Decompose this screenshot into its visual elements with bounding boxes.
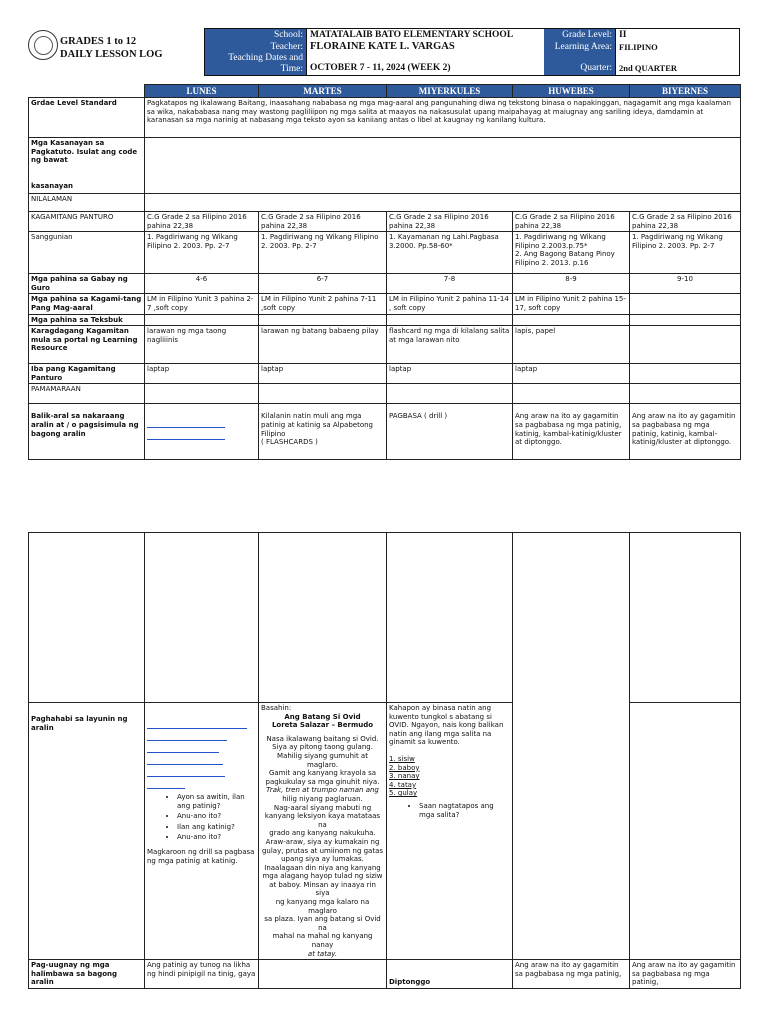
header-info-grid xyxy=(204,28,740,76)
story-line: Araw-araw, siya ay kumakain ng xyxy=(265,837,380,846)
kagamitang-cell xyxy=(630,294,741,314)
paghahabi-drill: Magkaroon ng drill sa pagbasa ng mga patinig at katinig. xyxy=(147,847,255,865)
word-item: 5. gulay xyxy=(389,789,418,798)
gabay-cell: 8-9 xyxy=(513,274,630,294)
sanggunian-cell: 1. Kayamanan ng Lahi.Pagbasa 3.2000. Pp.58-60* xyxy=(387,232,513,274)
miy-words xyxy=(389,755,510,798)
dates-label-line1: Teaching Dates and xyxy=(228,53,303,63)
word-item: 2. baboy xyxy=(389,763,420,772)
link-placeholder xyxy=(147,780,185,789)
karagdagang-cell: flashcard ng mga di kilalang salita at mga larawan nito xyxy=(387,326,513,364)
sanggunian-huwebes-2: 2. Ang Bagong Batang Pinoy Filipino 2. 2013. p.16 xyxy=(515,250,615,267)
lesson-table-bottom xyxy=(28,532,741,989)
balik-aral-miyerkules: PAGBASA ( drill ) xyxy=(387,404,513,460)
list-item: • Ayon sa awitin, ilan ang patinig? xyxy=(177,793,256,810)
miy-intro: Kahapon ay binasa natin ang kuwento tungkol s abatang si OVID. Ngayon, nais kong balikan natin ang ilang mga salita na ginamit sa kuwento. xyxy=(389,704,504,747)
kagamitang-cell: LM in Filipino Yunit 2 pahina 15-17, soft copy xyxy=(513,294,630,314)
story-line: at baboy. Minsan ay inaaya rin siya xyxy=(269,880,376,898)
story-line: gulay, prutas at umiinom ng gatas xyxy=(261,846,384,855)
story-line: Inaalagaan din niya ang kanyang xyxy=(264,863,381,872)
day-header-lunes: LUNES xyxy=(145,85,259,98)
iba-cell: laptap xyxy=(387,364,513,384)
kasanayan-label-line1: Mga Kasanayan sa Pagkatuto. Isulat ang code ng bawat xyxy=(31,139,138,165)
gabay-cell: 4-6 xyxy=(145,274,259,294)
word-item: 3. nanay xyxy=(389,772,420,781)
day-header-miyerkules: MIYERKULES xyxy=(387,85,513,98)
story-line: Nag-aaral siyang mabuti ng xyxy=(273,803,372,812)
pag-uugnay-lunes: Ang patinig ay tunog na likha ng hindi pinipigil na tinig, gaya xyxy=(145,960,259,989)
teksbuk-label: Mga pahina sa Teksbuk xyxy=(29,314,145,326)
pag-uugnay-label: Pag-uugnay ng mga halimbawa sa bagong aralin xyxy=(29,960,145,989)
story-line: grado ang kanyang nakukuha. xyxy=(269,829,376,838)
balik-aral-lunes xyxy=(145,404,259,460)
iba-cell: laptap xyxy=(513,364,630,384)
kasanayan-cell xyxy=(145,138,741,194)
grade-level-label: Grade Level: xyxy=(544,29,615,41)
pag-uugnay-huwebes: Ang araw na ito ay gagamitin sa pagbabasa ng mga patinig, xyxy=(513,960,630,989)
miy-question: • Saan nagtatapos ang mga salita? xyxy=(419,802,510,819)
teksbuk-cell xyxy=(259,314,387,326)
kasanayan-label-line2: kasanayan xyxy=(31,181,74,190)
iba-cell xyxy=(630,364,741,384)
balik-martes-text: Kilalanin natin muli ang mga patinig at katinig sa Alpabetong Filipino xyxy=(261,412,373,438)
link-placeholder xyxy=(147,744,219,753)
kagamitan-label: KAGAMITANG PANTURO xyxy=(29,212,145,232)
link-placeholder xyxy=(147,732,227,741)
pamamaraan-cell xyxy=(630,384,741,404)
pag-uugnay-biyernes: Ang araw na ito ay gagamitin sa pagbabasa ng mga patinig, xyxy=(630,960,741,989)
grade-standard-label: Grdae Level Standard xyxy=(29,98,145,138)
sanggunian-cell xyxy=(513,232,630,274)
continued-cell xyxy=(630,533,741,703)
kagamitan-cell: C.G Grade 2 sa Filipino 2016 pahina 22,38 xyxy=(259,212,387,232)
story-line: Gamit ang kanyang krayola sa xyxy=(268,769,377,778)
deped-seal-icon xyxy=(28,30,58,60)
karagdagang-cell: larawan ng batang babaeng pilay xyxy=(259,326,387,364)
story-line: Trak, tren at trumpo naman ang xyxy=(266,786,379,795)
story-author: Loreta Salazar – Bermudo xyxy=(271,721,374,730)
kagamitan-cell: C.G Grade 2 sa Filipino 2016 pahina 22,38 xyxy=(630,212,741,232)
sanggunian-cell: 1. Pagdiriwang ng Wikang Filipino 2. 2003. Pp. 2-7 xyxy=(630,232,741,274)
sanggunian-cell: 1. Pagdiriwang ng Wikang Filipino 2. 2003. Pp. 2-7 xyxy=(259,232,387,274)
pag-uugnay-martes xyxy=(259,960,387,989)
pag-uugnay-miyerkules: Diptonggo xyxy=(387,960,513,989)
balik-aral-huwebes: Ang araw na ito ay gagamitin sa pagbabasa ng mga patinig, katinig, kambal-katinig/kluster at diptonggo. xyxy=(513,404,630,460)
doc-title-line1: GRADES 1 to 12 xyxy=(60,36,137,47)
lesson-table-top xyxy=(28,84,741,460)
pamamaraan-cell xyxy=(145,384,259,404)
basahin-label: Basahin: xyxy=(261,704,292,712)
link-placeholder xyxy=(147,431,225,440)
story-line: pagkukulay sa mga ginuhit niya. xyxy=(265,777,380,786)
story-line: mahal na mahal ng kanyang nanay xyxy=(272,932,373,950)
iba-pang-label: Iba pang Kagamitang Panturo xyxy=(29,364,145,384)
nilalaman-cell xyxy=(145,194,741,212)
story-line: hilig niyang paglaruan. xyxy=(282,794,363,803)
pamamaraan-cell xyxy=(387,384,513,404)
story-line: sa plaza. Iyan ang batang si Ovid na xyxy=(264,915,381,932)
paghahabi-bullets xyxy=(147,793,256,842)
list-item: • Anu-ano ito? xyxy=(177,812,256,821)
sanggunian-label: Sanggunian xyxy=(29,232,145,274)
quarter-value: 2nd QUARTER xyxy=(615,53,739,75)
story-line: Nasa ikalawang baitang si Ovid. xyxy=(266,734,379,743)
story-body xyxy=(261,735,384,958)
learning-area-value: FILIPINO xyxy=(615,41,739,53)
link-placeholder xyxy=(147,768,225,777)
miy-question-list xyxy=(389,802,510,819)
list-item: • Anu-ano ito? xyxy=(177,833,256,842)
kasanayan-label xyxy=(29,138,145,194)
story-line: mga alagang hayop tulad ng siziw xyxy=(262,872,383,881)
link-placeholder xyxy=(147,419,225,428)
paghahabi-martes xyxy=(259,703,387,960)
corner-cell xyxy=(29,85,145,98)
pamamaraan-label: PAMAMARAAN xyxy=(29,384,145,404)
kagamitan-cell: C.G Grade 2 sa Filipino 2016 pahina 22,38 xyxy=(513,212,630,232)
teksbuk-cell xyxy=(513,314,630,326)
balik-martes-flashcards: ( FLASHCARDS ) xyxy=(261,438,318,447)
day-header-huwebes: HUWEBES xyxy=(513,85,630,98)
learning-area-label: Learning Area: xyxy=(544,41,615,53)
link-placeholder xyxy=(147,720,247,729)
grade-level-value: II xyxy=(615,29,739,41)
iba-cell: laptap xyxy=(259,364,387,384)
story-title: Ang Batang Si Ovid xyxy=(284,712,361,721)
gabay-cell: 7-8 xyxy=(387,274,513,294)
teksbuk-cell xyxy=(630,314,741,326)
karagdagang-cell: lapis, papel xyxy=(513,326,630,364)
pamamaraan-cell xyxy=(259,384,387,404)
teksbuk-cell xyxy=(145,314,259,326)
continued-cell xyxy=(387,533,513,703)
balik-aral-biyernes: Ang araw na ito ay gagamitin sa pagbabasa ng mga patinig, katinig, kambal-katinig/kluster at diptonggo. xyxy=(630,404,741,460)
link-placeholder xyxy=(147,756,223,765)
story-line: upang siya ay lumakas. xyxy=(281,855,364,864)
balik-aral-martes xyxy=(259,404,387,460)
karagdagang-cell xyxy=(630,326,741,364)
paghahabi-label: Paghahabi sa layunin ng aralin xyxy=(29,703,145,960)
teacher-value: FLORAINE KATE L. VARGAS xyxy=(306,41,544,53)
continued-cell xyxy=(29,533,145,703)
word-item: 1. sisiw xyxy=(389,754,415,763)
kagamitang-cell: LM in Filipino Yunit 2 pahina 11-14 , soft copy xyxy=(387,294,513,314)
list-item: • Ilan ang katinig? xyxy=(177,823,256,832)
iba-cell: laptap xyxy=(145,364,259,384)
gabay-label: Mga pahina sa Gabay ng Guro xyxy=(29,274,145,294)
dates-value: OCTOBER 7 - 11, 2024 (WEEK 2) xyxy=(306,53,544,75)
paghahabi-miyerkules xyxy=(387,703,513,960)
day-header-biyernes: BIYERNES xyxy=(630,85,741,98)
word-item: 4. tatay xyxy=(389,780,417,789)
quarter-label: Quarter: xyxy=(544,53,615,75)
continued-cell xyxy=(145,533,259,703)
gabay-cell: 9-10 xyxy=(630,274,741,294)
nilalaman-label: NILALAMAN xyxy=(29,194,145,212)
kagamitan-cell: C.G Grade 2 sa Filipino 2016 pahina 22,38 xyxy=(145,212,259,232)
kagamitan-cell: C.G Grade 2 sa Filipino 2016 pahina 22,38 xyxy=(387,212,513,232)
balik-aral-label: Balik-aral sa nakaraang aralin at / o pagsisimula ng bagong aralin xyxy=(29,404,145,460)
dates-label-line2: Time: xyxy=(280,64,303,74)
continued-cell xyxy=(513,533,630,960)
continued-cell xyxy=(259,533,387,703)
sanggunian-huwebes-1: 1. Pagdiriwang ng Wikang Filipino 2.2003.p.75* xyxy=(515,233,606,250)
grade-standard-text: Pagkatapos ng ikalawang Baitang, inaasahang nababasa ng mga mag-aaral ang pangunahing diwa ng tekstong binasa o napakinggan, nagagamit ang mga kaalaman sa wika, nakababasa nang may wastong pagliliipon ng mga salita at maayos na nakasusulat upang maipahayag at maiugnay ang sariling ideya, damdamin at karanasan sa mga narinig at nabasang mga teksto ayon sa kaniiang antas o libel at kaugnay ng kanilang kultura. xyxy=(145,98,741,138)
sanggunian-cell: 1. Pagdiriwang ng Wikang Filipino 2. 2003. Pp. 2-7 xyxy=(145,232,259,274)
doc-title-line2: DAILY LESSON LOG xyxy=(60,49,163,60)
story-line: at tatay. xyxy=(307,949,338,958)
paghahabi-lunes xyxy=(145,703,259,960)
teacher-label: Teacher: xyxy=(205,41,306,53)
paghahabi-biyernes xyxy=(630,703,741,960)
pamamaraan-cell xyxy=(513,384,630,404)
karagdagang-cell: larawan ng mga taong nagliiinis xyxy=(145,326,259,364)
story-line: ng kanyang mga kalaro na maglaro xyxy=(275,898,370,915)
teksbuk-cell xyxy=(387,314,513,326)
day-header-martes: MARTES xyxy=(259,85,387,98)
dates-label xyxy=(205,53,306,75)
karagdagang-label: Karagdagang Kagamitan mula sa portal ng Learning Resource xyxy=(29,326,145,364)
kagamitang-mag-aaral-label: Mga pahina sa Kagami-tang Pang Mag-aaral xyxy=(29,294,145,314)
kagamitang-cell: LM in Filipino Yunit 2 pahina 7-11 ,soft copy xyxy=(259,294,387,314)
story-line: Mahilig siyang gumuhit at maglaro. xyxy=(277,751,368,769)
gabay-cell: 6-7 xyxy=(259,274,387,294)
school-label: School: xyxy=(205,29,306,41)
kagamitang-cell: LM in Filipino Yunit 3 pahina 2-7 ,soft copy xyxy=(145,294,259,314)
school-value: MATATALAIB BATO ELEMENTARY SCHOOL xyxy=(306,29,544,41)
story-line: kanyang leksiyon kaya matataas na xyxy=(264,812,381,829)
story-line: Siya ay pitong taong gulang. xyxy=(272,743,373,752)
